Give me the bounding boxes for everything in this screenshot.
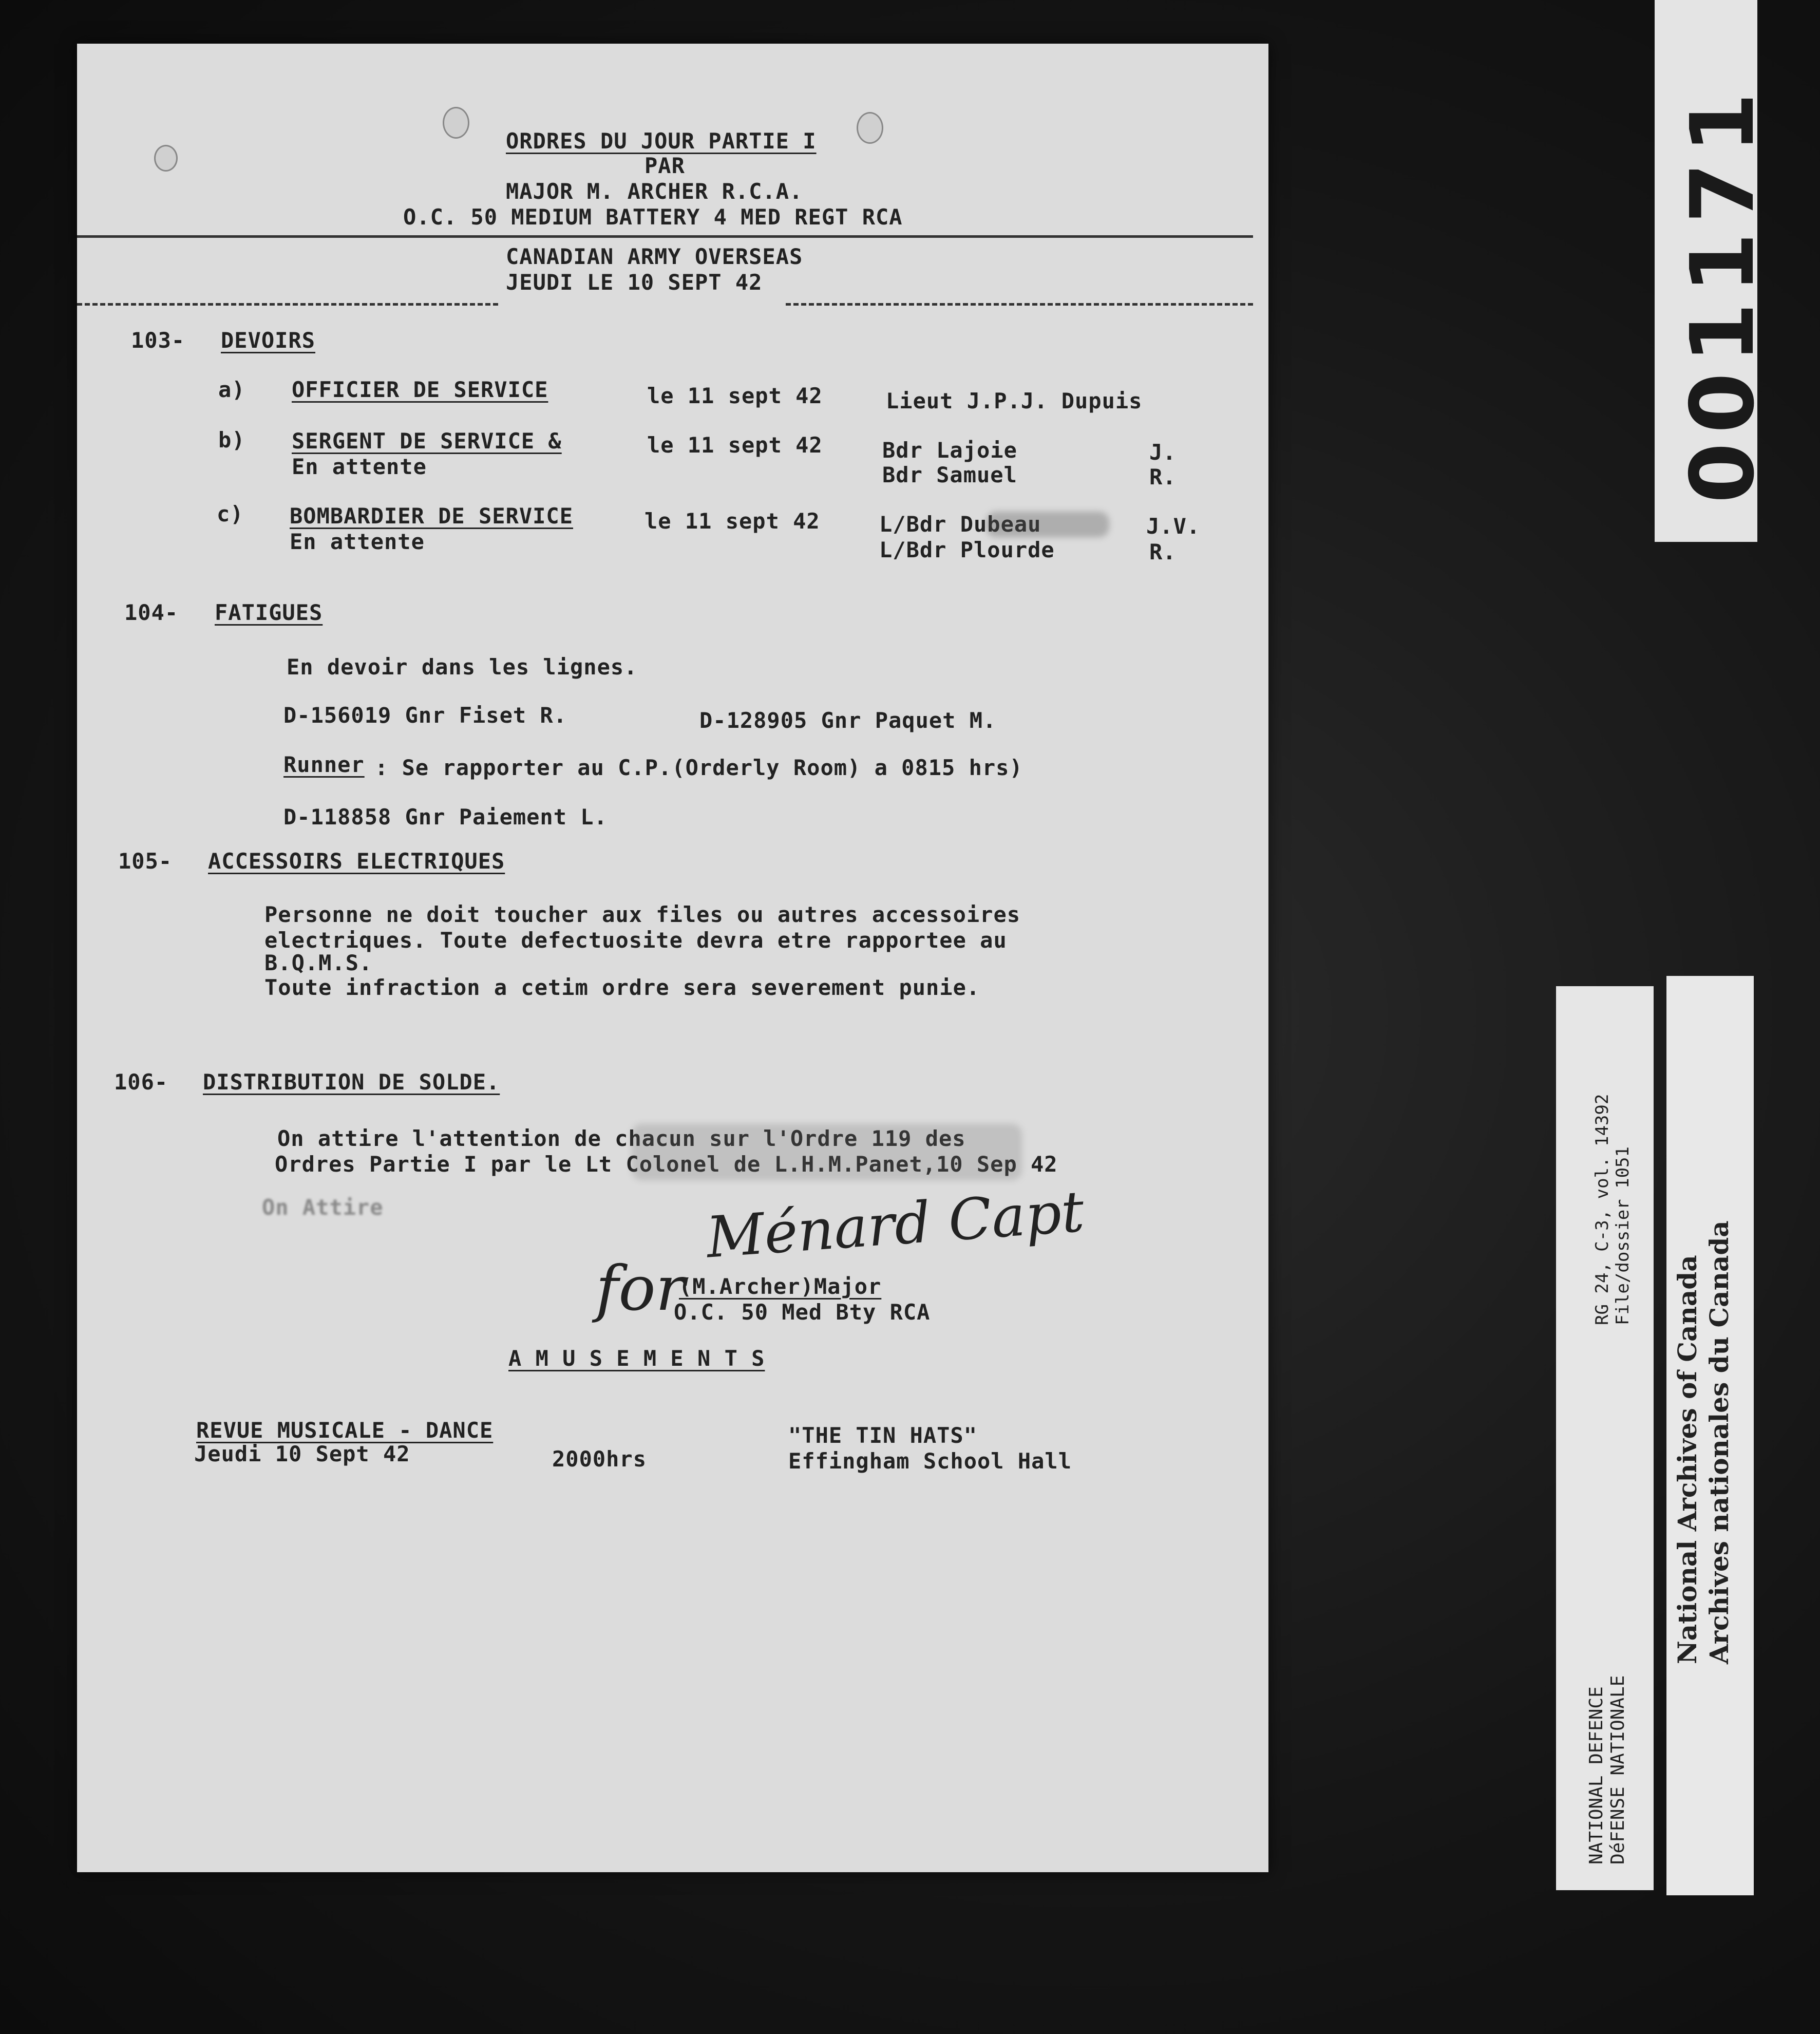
event-show: "THE TIN HATS" (788, 1423, 978, 1448)
section-number: 104- (124, 600, 179, 625)
duty-role: OFFICIER DE SERVICE (292, 377, 548, 402)
duty-name: L/Bdr Plourde (879, 537, 1055, 562)
body-line: B.Q.M.S. (264, 950, 373, 975)
duty-name: Bdr Samuel (882, 462, 1017, 487)
handwritten-for: for (596, 1253, 686, 1325)
duty-role: SERGENT DE SERVICE & (292, 428, 562, 454)
section-number: 103- (131, 328, 185, 353)
duty-name: Bdr Lajoie (882, 438, 1017, 463)
signatory-unit: O.C. 50 Med Bty RCA (674, 1300, 931, 1325)
amusements-title: A M U S E M E N T S (508, 1346, 765, 1371)
struck-text: On Attire (262, 1195, 384, 1220)
fatigues-line: En devoir dans les lignes. (287, 654, 638, 680)
section-title: DEVOIRS (221, 328, 316, 353)
frame-number: 001171 (1672, 83, 1774, 503)
duty-initial: J.V. (1146, 514, 1201, 539)
section-number: 105- (118, 849, 173, 874)
duty-date: le 11 sept 42 (647, 383, 823, 408)
header-location: CANADIAN ARMY OVERSEAS (506, 244, 803, 269)
body-line: Toute infraction a cetim ordre sera severement punie. (264, 975, 980, 1000)
section-title: DISTRIBUTION DE SOLDE. (203, 1069, 500, 1095)
duty-initial: R. (1149, 464, 1177, 489)
document-page (77, 44, 1268, 1872)
event-title: REVUE MUSICALE - DANCE (196, 1418, 494, 1443)
header-unit: O.C. 50 MEDIUM BATTERY 4 MED REGT RCA (403, 204, 903, 230)
page-title: ORDRES DU JOUR PARTIE I (506, 128, 817, 154)
header-officer: MAJOR M. ARCHER R.C.A. (506, 179, 803, 204)
duty-initial: R. (1149, 539, 1177, 564)
archive-name-fr: Archives nationales du Canada (1704, 1220, 1734, 1664)
ink-smudge (632, 1124, 1022, 1180)
item-letter: b) (218, 427, 245, 453)
duty-sub: En attente (290, 529, 425, 554)
header-date: JEUDI LE 10 SEPT 42 (506, 270, 763, 295)
archive-dept-fr: DéFENSE NATIONALE (1607, 1675, 1628, 1865)
dashed-rule (786, 303, 1253, 306)
punch-hole (443, 107, 469, 139)
event-venue: Effingham School Hall (788, 1448, 1072, 1474)
archive-name-en: National Archives of Canada (1672, 1255, 1702, 1664)
duty-name: Lieut J.P.J. Dupuis (886, 388, 1143, 413)
event-time: 2000hrs (552, 1446, 647, 1472)
duty-name: L/Bdr Dubeau (879, 512, 1041, 537)
fatigues-person: D-156019 Gnr Fiset R. (283, 703, 567, 728)
body-line: Personne ne doit toucher aux files ou autres accessoires (264, 902, 1021, 927)
runner-text: : Se rapporter au C.P.(Orderly Room) a 0815 hrs) (375, 755, 1023, 780)
duty-initial: J. (1149, 440, 1177, 465)
body-line: electriques. Toute defectuosite devra etre rapportee au (264, 928, 1007, 953)
archive-dept-en: NATIONAL DEFENCE (1586, 1686, 1607, 1865)
fatigues-person: D-118858 Gnr Paiement L. (283, 804, 608, 830)
header-rule (77, 235, 1253, 238)
item-letter: c) (217, 501, 244, 526)
event-date: Jeudi 10 Sept 42 (194, 1441, 410, 1466)
punch-hole (857, 112, 883, 144)
signatory-name: (M.Archer)Major (679, 1274, 882, 1299)
section-number: 106- (114, 1069, 168, 1095)
duty-role: BOMBARDIER DE SERVICE (290, 503, 574, 529)
duty-date: le 11 sept 42 (647, 432, 823, 458)
duty-sub: En attente (292, 454, 427, 479)
section-title: ACCESSOIRS ELECTRIQUES (208, 849, 505, 874)
runner-label: Runner (283, 752, 365, 777)
duty-date: le 11 sept 42 (644, 509, 820, 534)
archive-ref-file: File/dossier 1051 (1613, 1146, 1633, 1325)
body-line: Ordres Partie I par le Lt Colonel de L.H.M.Panet,10 Sep 42 (275, 1152, 1058, 1177)
item-letter: a) (218, 377, 245, 402)
dashed-rule (77, 303, 498, 306)
punch-hole (154, 145, 178, 172)
section-title: FATIGUES (215, 600, 323, 625)
archive-ref-volume: RG 24, C-3, vol. 14392 (1592, 1094, 1613, 1325)
fatigues-person: D-128905 Gnr Paquet M. (699, 708, 997, 733)
header-by: PAR (644, 153, 685, 178)
handwritten-signature: Ménard Capt (704, 1178, 1087, 1271)
ink-smudge (986, 512, 1109, 537)
body-line: On attire l'attention de chacun sur l'Ordre 119 des (277, 1126, 966, 1151)
